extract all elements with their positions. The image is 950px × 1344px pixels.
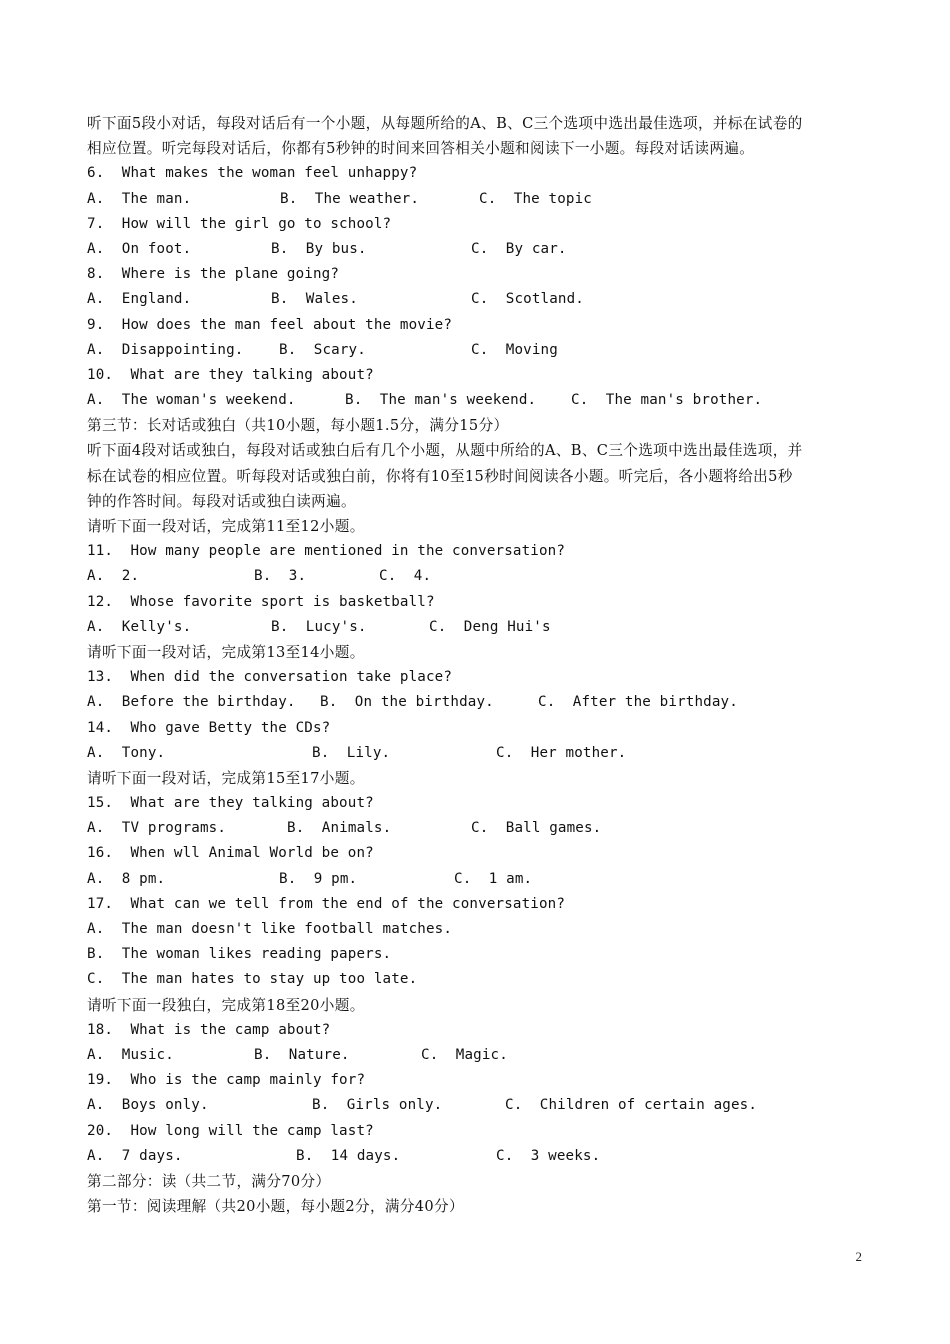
question-19: 19. Who is the camp mainly for?: [87, 1072, 366, 1089]
options-7: [87, 237, 867, 262]
instructions-line: 标在试卷的相应位置。听每段对话或独白前，你将有10至15秒时间阅读各小题。听完后，各小题将给出5秒: [87, 467, 793, 485]
question-11: 11. How many people are mentioned in the conversation?: [87, 543, 566, 560]
option-a: A. The woman's weekend.: [87, 392, 296, 409]
option-c: C. Her mother.: [496, 744, 627, 761]
option-b: B. 3.: [254, 568, 307, 585]
option-a: A. England.: [87, 291, 192, 308]
question-7: 7. How will the girl go to school?: [87, 215, 392, 232]
options-11: [87, 564, 867, 589]
block-intro: 请听下面一段独白，完成第18至20小题。: [87, 996, 365, 1014]
option-c: C. The man's brother.: [571, 392, 763, 409]
option-b: B. Nature.: [254, 1046, 350, 1063]
options-6: [87, 187, 867, 212]
options-10: [87, 388, 867, 413]
options-14: [87, 741, 867, 766]
option-a: A. Music.: [87, 1046, 174, 1063]
option-a: A. Disappointing.: [87, 341, 244, 358]
question-15: 15. What are they talking about?: [87, 795, 374, 812]
option-b: B. Animals.: [287, 820, 392, 837]
option-c: C. Moving: [471, 341, 558, 358]
question-20: 20. How long will the camp last?: [87, 1122, 374, 1139]
block-intro: 请听下面一段对话，完成第11至12小题。: [87, 518, 365, 535]
options-16: [87, 867, 867, 892]
question-14: 14. Who gave Betty the CDs?: [87, 719, 331, 736]
question-8: 8. Where is the plane going?: [87, 266, 340, 283]
option-b: B. Girls only.: [312, 1097, 443, 1114]
option-b: B. 14 days.: [296, 1147, 401, 1164]
question-9: 9. How does the man feel about the movie?: [87, 316, 453, 333]
option-c: C. Magic.: [421, 1046, 508, 1063]
option-c: C. 1 am.: [454, 870, 533, 887]
option-b: B. Wales.: [271, 291, 358, 308]
options-13: [87, 690, 867, 715]
question-13: 13. When did the conversation take place?: [87, 669, 453, 686]
options-12: [87, 615, 867, 640]
option-b: B. By bus.: [271, 240, 367, 257]
options-9: [87, 338, 867, 363]
option-a: A. Before the birthday.: [87, 694, 296, 711]
option-a: A. Kelly's.: [87, 618, 192, 635]
option-c: C. Children of certain ages.: [505, 1097, 758, 1114]
option-a: A. Boys only.: [87, 1097, 209, 1114]
question-12: 12. Whose favorite sport is basketball?: [87, 593, 435, 610]
option-b: B. The man's weekend.: [345, 392, 537, 409]
question-17: 17. What can we tell from the end of the conversation?: [87, 895, 566, 912]
part-title: 第二部分：读（共二节，满分70分）: [87, 1172, 331, 1190]
option-b: B. Scary.: [279, 341, 366, 358]
option-b: B. The weather.: [280, 190, 420, 207]
option-a: A. 7 days.: [87, 1147, 183, 1164]
option-a: A. 8 pm.: [87, 870, 166, 887]
option-c: C. The topic: [479, 190, 592, 207]
option-a: A. Tony.: [87, 744, 166, 761]
instructions-line: 钟的作答时间。每段对话或独白读两遍。: [87, 492, 356, 510]
section-title: 第一节：阅读理解（共20小题，每小题2分，满分40分）: [87, 1198, 464, 1216]
options-8: [87, 287, 867, 312]
option-b: B. The woman likes reading papers.: [87, 946, 392, 963]
instructions-line: 听下面4段对话或独白，每段对话或独白后有几个小题，从题中所给的A、B、C三个选项中选出最佳选项，并: [87, 442, 803, 460]
option-c: C. The man hates to stay up too late.: [87, 971, 418, 988]
option-a: A. 2.: [87, 568, 140, 585]
option-a: A. TV programs.: [87, 820, 227, 837]
option-a: A. On foot.: [87, 240, 192, 257]
option-c: C. 3 weeks.: [496, 1147, 601, 1164]
instructions-line: 听下面5段小对话，每段对话后有一个小题，从每题所给的A、B、C三个选项中选出最佳选项，并标在试卷的: [87, 115, 803, 132]
document-page: [87, 111, 867, 1219]
option-c: C. Deng Hui's: [429, 618, 551, 635]
instructions-line: 相应位置。听完每段对话后，你都有5秒钟的时间来回答相关小题和阅读下一小题。每段对话读两遍。: [87, 140, 755, 158]
question-16: 16. When wll Animal World be on?: [87, 845, 374, 862]
options-15: [87, 816, 867, 841]
option-b: B. Lily.: [312, 744, 391, 761]
options-19: [87, 1093, 867, 1118]
option-b: B. On the birthday.: [320, 694, 494, 711]
question-6: 6. What makes the woman feel unhappy?: [87, 165, 418, 182]
option-c: C. After the birthday.: [538, 694, 738, 711]
option-c: C. Ball games.: [471, 820, 602, 837]
block-intro: 请听下面一段对话，完成第13至14小题。: [87, 643, 365, 661]
section-title: 第三节：长对话或独白（共10小题，每小题1.5分，满分15分）: [87, 417, 509, 435]
option-b: B. 9 pm.: [279, 870, 358, 887]
option-c: C. Scotland.: [471, 291, 584, 308]
option-c: C. 4.: [379, 568, 432, 585]
option-b: B. Lucy's.: [271, 618, 367, 635]
options-20: [87, 1144, 867, 1169]
options-18: [87, 1043, 867, 1068]
block-intro: 请听下面一段对话，完成第15至17小题。: [87, 769, 365, 787]
question-10: 10. What are they talking about?: [87, 366, 374, 383]
option-a: A. The man doesn't like football matches.: [87, 921, 453, 937]
question-18: 18. What is the camp about?: [87, 1021, 331, 1038]
option-c: C. By car.: [471, 240, 567, 257]
option-a: A. The man.: [87, 190, 192, 207]
page-number: 2: [855, 1249, 862, 1264]
